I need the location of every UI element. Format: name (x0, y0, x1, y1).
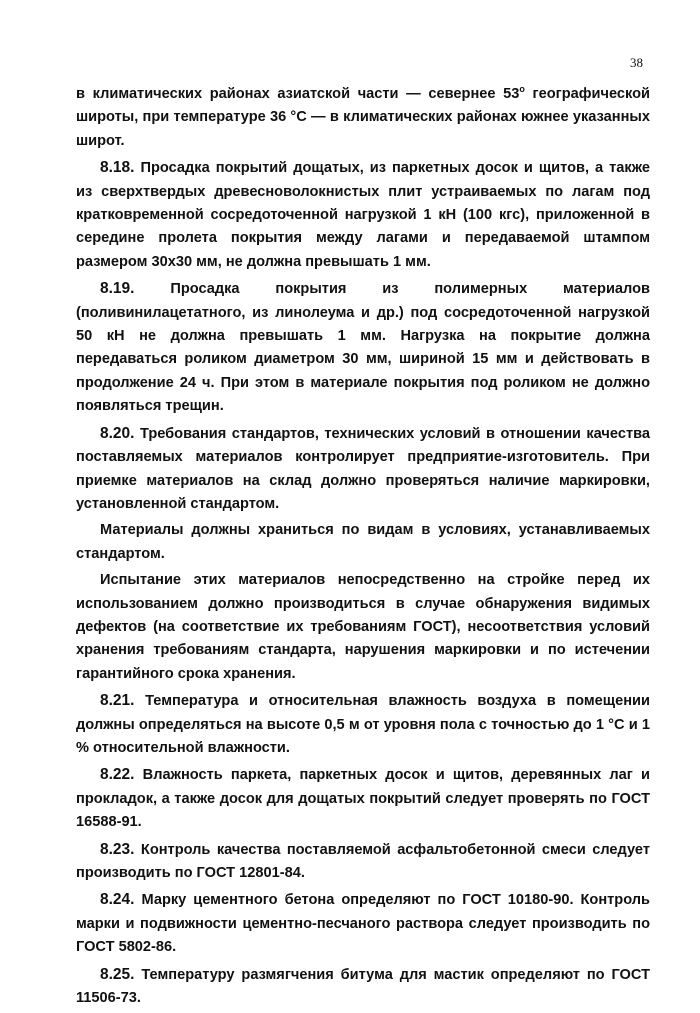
paragraph-8-21 (76, 689, 650, 760)
paragraph-8-23 (76, 838, 650, 886)
clause-number: 8.23. (100, 840, 135, 858)
paragraph-8-20-testing: Испытание этих материалов непосредственно на стройке перед их использованием должно производиться в случае обнаружения видимых дефектов (на соответствие их требованиям ГОСТ), несоответствия условий хранения требованиям стандарта, нарушения маркировки и по истечении гарантийного срока хранения. (76, 572, 650, 682)
clause-number: 8.24. (100, 891, 135, 909)
degree-superscript: о (519, 84, 525, 94)
paragraph-8-19 (76, 277, 650, 418)
paragraph-text: Температуру размягчения битума для мастик определяют по ГОСТ 11506-73. (76, 966, 650, 1007)
paragraph-text: Марку цементного бетона определяют по ГОСТ 10180-90. Контроль марки и подвижности цементно-песчаного раствора следует производить по ГОСТ 5802-86. (76, 892, 650, 956)
paragraph-8-22 (76, 763, 650, 834)
paragraph-text: Требования стандартов, технических условий в отношении качества поставляемых материалов контролирует предприятие-изготовитель. При приемке материалов на склад должно проверяться наличие маркировки, установленной стандартом. (76, 425, 650, 512)
paragraph-8-20-storage: Материалы должны храниться по видам в условиях, устанавливаемых стандартом. (76, 522, 650, 562)
clause-number: 8.21. (100, 692, 135, 710)
paragraph-text: Просадка покрытия из полимерных материалов (поливинилацетатного, из линолеума и др.) под сосредоточенной нагрузкой 50 кН не должна превышать 1 мм. Нагрузка на покрытие должна передаваться роликом диаметром 30 мм, шириной 15 мм и действовать в продолжение 24 ч. При этом в материале покрытия под роликом не должно появляться трещин. (76, 281, 650, 415)
paragraph-text: Контроль качества поставляемой асфальтобетонной смеси следует производить по ГОСТ 12801-84. (76, 841, 650, 881)
paragraph-text: Влажность паркета, паркетных досок и щитов, деревянных лаг и прокладок, а также досок для дощатых покрытий следует проверять по ГОСТ 16588-91. (76, 767, 650, 831)
paragraph-8-25 (76, 963, 650, 1011)
document-body (76, 83, 650, 1013)
paragraph-8-24 (76, 888, 650, 959)
paragraph-8-18 (76, 156, 650, 274)
paragraph-continuation (76, 83, 650, 153)
page-number: 38 (630, 55, 643, 70)
paragraph-text: в климатических районах азиатской части — севернее 53 (76, 86, 520, 102)
clause-number: 8.20. (100, 424, 135, 442)
paragraph-8-20 (76, 422, 650, 517)
clause-number: 8.19. (100, 280, 135, 298)
paragraph-text: Температура и относительная влажность воздуха в помещении должны определяться на высоте 0,5 м от уровня пола с точностью до 1 °С и 1 % относительной влажности. (76, 693, 650, 756)
paragraph-text: географической широты, при температуре 36 °С — в климатических районах южнее указанных широт. (76, 86, 650, 149)
paragraph-text: Просадка покрытий дощатых, из паркетных досок и щитов, а также из сверхтвердых древесноволокнистых плит устраиваемых по лагам под кратковременной сосредоточенной нагрузкой 1 кН (100 кгс), приложенной в середине пролета покрытия между лагами и передаваемой штампом размером 30х30 мм, не должна превышать 1 мм. (76, 160, 650, 270)
clause-number: 8.22. (100, 766, 135, 784)
clause-number: 8.25. (100, 965, 135, 983)
clause-number: 8.18. (100, 159, 135, 177)
